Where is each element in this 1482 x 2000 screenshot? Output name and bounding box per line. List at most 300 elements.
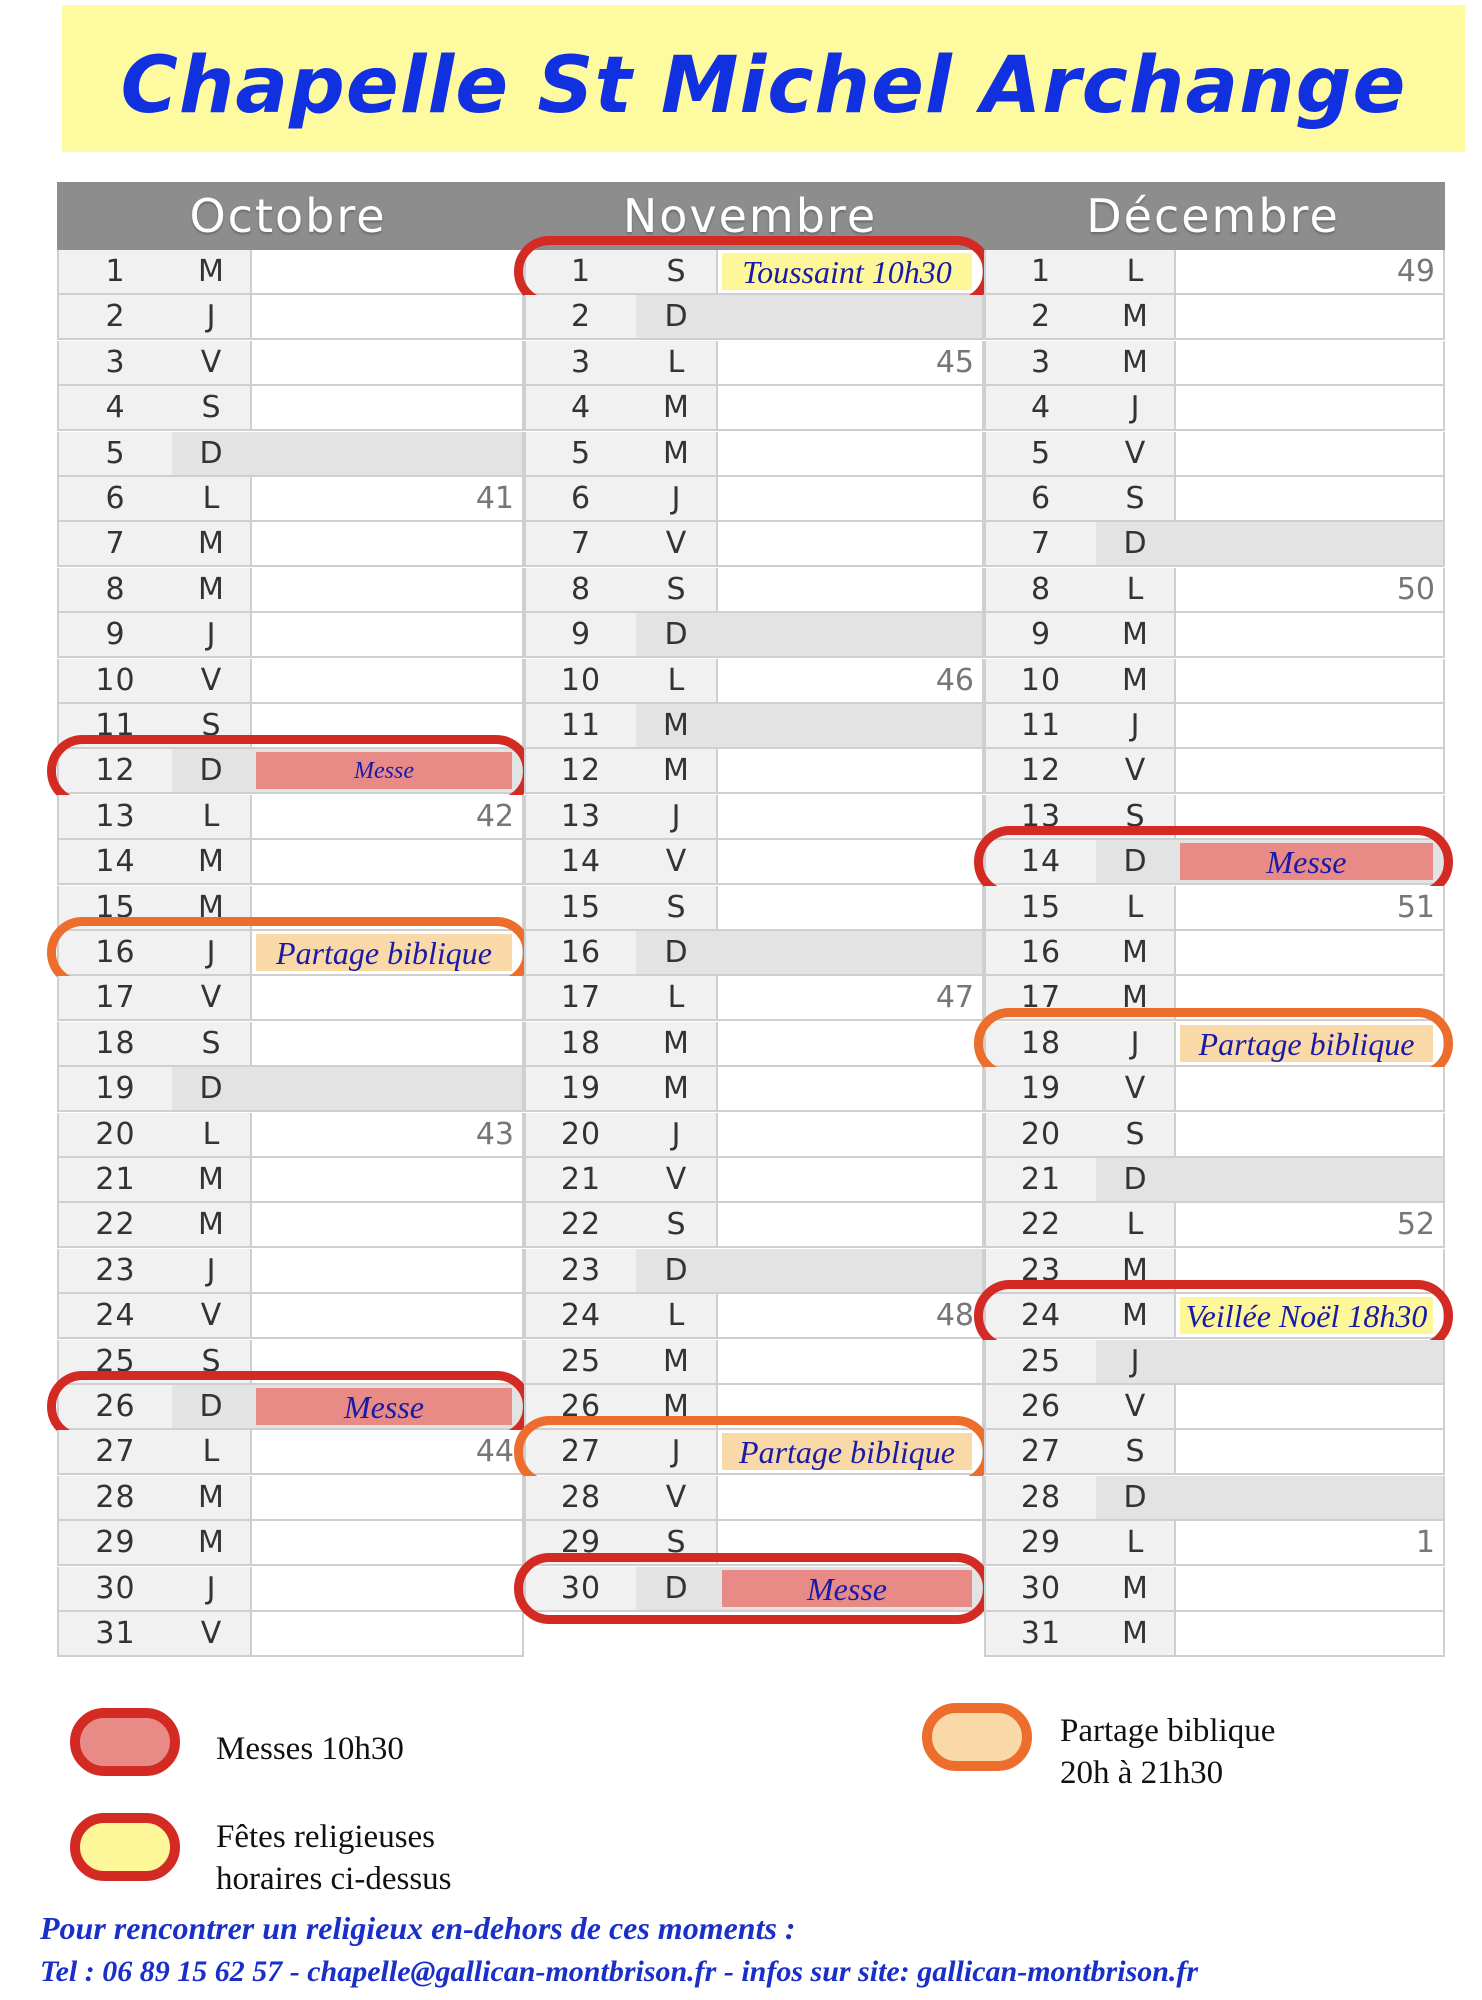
day-row: [524, 1158, 984, 1203]
day-number: 4: [526, 386, 638, 429]
day-row: [984, 1385, 1445, 1430]
day-row: [57, 522, 524, 567]
weekday-letter: M: [1096, 1567, 1176, 1610]
legend-fete-swatch: [70, 1813, 180, 1881]
day-cell: [1174, 1203, 1443, 1246]
day-row: [57, 1476, 524, 1521]
weekday-letter: L: [172, 1113, 252, 1156]
weekday-letter: M: [172, 1476, 252, 1519]
weekday-letter: L: [1096, 1203, 1176, 1246]
day-row: [57, 1249, 524, 1294]
day-row: [524, 613, 984, 658]
day-number: 20: [59, 1113, 174, 1156]
weekday-letter: J: [1096, 386, 1176, 429]
day-number: 1: [59, 250, 174, 293]
day-cell: [1174, 1340, 1443, 1383]
day-row: [984, 1612, 1445, 1657]
day-row: [524, 976, 984, 1021]
weekday-letter: S: [172, 1340, 252, 1383]
day-number: 28: [526, 1476, 638, 1519]
day-number: 30: [526, 1567, 638, 1610]
day-row: [984, 931, 1445, 976]
day-cell: [250, 1203, 522, 1246]
day-number: 14: [526, 840, 638, 883]
day-cell: [1174, 976, 1443, 1019]
weekday-letter: S: [636, 886, 718, 929]
weekday-letter: L: [172, 477, 252, 520]
day-cell: [1174, 795, 1443, 838]
weekday-letter: L: [1096, 568, 1176, 611]
weekday-letter: J: [1096, 1340, 1176, 1383]
weekday-letter: J: [1096, 704, 1176, 747]
weekday-letter: M: [172, 1203, 252, 1246]
weekday-letter: V: [636, 840, 718, 883]
weekday-letter: V: [172, 976, 252, 1019]
day-number: 9: [986, 613, 1098, 656]
weekday-letter: L: [636, 1294, 718, 1337]
weekday-letter: M: [636, 386, 718, 429]
day-cell: [716, 522, 982, 565]
day-cell: [716, 704, 982, 747]
day-row: [57, 1567, 524, 1612]
event-messe: Messe: [722, 1570, 972, 1607]
day-cell: [716, 1203, 982, 1246]
weekday-letter: V: [172, 659, 252, 702]
day-number: 6: [526, 477, 638, 520]
day-row: [984, 295, 1445, 340]
day-number: 25: [59, 1340, 174, 1383]
day-cell: [250, 1022, 522, 1065]
day-row: [524, 1567, 984, 1612]
weekday-letter: M: [1096, 976, 1176, 1019]
day-number: 1: [986, 250, 1098, 293]
day-row: [57, 1294, 524, 1339]
weekday-letter: D: [1096, 1158, 1176, 1201]
day-number: 11: [986, 704, 1098, 747]
day-row: [57, 659, 524, 704]
day-number: 22: [59, 1203, 174, 1246]
weekday-letter: L: [636, 659, 718, 702]
weekday-letter: J: [172, 613, 252, 656]
weekday-letter: V: [172, 1294, 252, 1337]
day-number: 26: [986, 1385, 1098, 1428]
week-number: 51: [1396, 889, 1435, 925]
day-number: 10: [526, 659, 638, 702]
day-number: 9: [59, 613, 174, 656]
day-row: [524, 568, 984, 613]
day-cell: [250, 659, 522, 702]
weekday-letter: S: [1096, 1430, 1176, 1473]
day-cell: [716, 1567, 982, 1610]
day-row: [984, 1158, 1445, 1203]
day-cell: [1174, 931, 1443, 974]
day-row: [57, 432, 524, 477]
day-cell: [716, 1022, 982, 1065]
day-number: 28: [59, 1476, 174, 1519]
weekday-letter: D: [636, 295, 718, 338]
day-number: 29: [526, 1521, 638, 1564]
legend-partage-label-2: 20h à 21h30: [1060, 1755, 1224, 1791]
day-row: [984, 1113, 1445, 1158]
day-number: 3: [526, 341, 638, 384]
day-cell: [250, 976, 522, 1019]
day-row: [57, 886, 524, 931]
day-number: 10: [986, 659, 1098, 702]
weekday-letter: S: [636, 1521, 718, 1564]
weekday-letter: V: [1096, 1385, 1176, 1428]
day-cell: [716, 432, 982, 475]
day-number: 9: [526, 613, 638, 656]
day-cell: [250, 1294, 522, 1337]
day-row: [57, 613, 524, 658]
day-number: 16: [526, 931, 638, 974]
day-row: [57, 1521, 524, 1566]
day-row: [57, 341, 524, 386]
day-cell: [716, 250, 982, 293]
day-cell: [716, 1294, 982, 1337]
weekday-letter: M: [636, 1385, 718, 1428]
day-row: [524, 1067, 984, 1112]
week-number: 47: [935, 980, 974, 1016]
day-row: [984, 1067, 1445, 1112]
day-cell: [250, 522, 522, 565]
day-number: 30: [986, 1567, 1098, 1610]
weekday-letter: D: [636, 1567, 718, 1610]
day-number: 21: [986, 1158, 1098, 1201]
weekday-letter: J: [172, 1567, 252, 1610]
day-cell: [250, 1567, 522, 1610]
day-number: 7: [526, 522, 638, 565]
day-cell: [1174, 522, 1443, 565]
day-row: [984, 250, 1445, 295]
day-row: [57, 295, 524, 340]
day-row: [984, 1340, 1445, 1385]
day-cell: [250, 795, 522, 838]
day-row: [57, 1203, 524, 1248]
day-row: [57, 250, 524, 295]
event-partage: Partage biblique: [1180, 1025, 1433, 1062]
weekday-letter: D: [1096, 840, 1176, 883]
event-fete: Toussaint 10h30: [722, 253, 972, 290]
day-number: 13: [526, 795, 638, 838]
day-number: 16: [986, 931, 1098, 974]
day-row: [984, 704, 1445, 749]
day-row: [984, 613, 1445, 658]
weekday-letter: M: [1096, 613, 1176, 656]
legend-partage-swatch: [922, 1703, 1032, 1771]
day-number: 22: [986, 1203, 1098, 1246]
day-cell: [250, 1476, 522, 1519]
day-row: [524, 477, 984, 522]
day-row: [524, 1249, 984, 1294]
week-number: 50: [1396, 571, 1435, 607]
day-number: 23: [986, 1249, 1098, 1292]
page-title: Chapelle St Michel Archange: [120, 41, 1407, 131]
day-number: 19: [59, 1067, 174, 1110]
day-row: [984, 386, 1445, 431]
weekday-letter: M: [172, 522, 252, 565]
weekday-letter: V: [172, 341, 252, 384]
day-cell: [250, 1521, 522, 1564]
event-partage: Partage biblique: [722, 1433, 972, 1470]
day-cell: [1174, 1521, 1443, 1564]
day-cell: [1174, 568, 1443, 611]
day-cell: [250, 613, 522, 656]
day-number: 14: [59, 840, 174, 883]
day-number: 11: [59, 704, 174, 747]
day-row: [984, 976, 1445, 1021]
day-number: 15: [986, 886, 1098, 929]
day-number: 4: [59, 386, 174, 429]
day-cell: [1174, 1476, 1443, 1519]
day-cell: [250, 1067, 522, 1110]
day-row: [57, 1340, 524, 1385]
day-number: 17: [986, 976, 1098, 1019]
day-number: 23: [59, 1249, 174, 1292]
weekday-letter: J: [636, 1430, 718, 1473]
weekday-letter: M: [172, 1158, 252, 1201]
day-cell: [1174, 749, 1443, 792]
weekday-letter: S: [636, 568, 718, 611]
day-number: 22: [526, 1203, 638, 1246]
weekday-letter: V: [1096, 432, 1176, 475]
day-cell: [250, 250, 522, 293]
day-number: 4: [986, 386, 1098, 429]
weekday-letter: M: [636, 432, 718, 475]
day-number: 6: [986, 477, 1098, 520]
weekday-letter: V: [172, 1612, 252, 1655]
weekday-letter: L: [1096, 250, 1176, 293]
weekday-letter: L: [172, 795, 252, 838]
week-number: 41: [475, 481, 514, 516]
day-cell: [716, 613, 982, 656]
day-row: [57, 1022, 524, 1067]
day-cell: [250, 1385, 522, 1428]
day-number: 12: [59, 749, 174, 792]
day-row: [524, 1385, 984, 1430]
day-cell: [716, 886, 982, 929]
day-cell: [250, 1430, 522, 1473]
day-number: 21: [59, 1158, 174, 1201]
weekday-letter: L: [1096, 1521, 1176, 1564]
day-number: 31: [59, 1612, 174, 1655]
weekday-letter: J: [172, 931, 252, 974]
day-row: [524, 341, 984, 386]
weekday-letter: S: [172, 386, 252, 429]
weekday-letter: D: [636, 1249, 718, 1292]
day-number: 19: [526, 1067, 638, 1110]
weekday-letter: L: [636, 341, 718, 384]
title-banner: [62, 5, 1465, 152]
day-cell: [716, 1476, 982, 1519]
day-row: [524, 432, 984, 477]
day-cell: [716, 976, 982, 1019]
day-cell: [250, 704, 522, 747]
day-row: [524, 749, 984, 794]
day-cell: [1174, 477, 1443, 520]
legend-messe-swatch: [70, 1708, 180, 1776]
day-row: [524, 1521, 984, 1566]
week-number: 48: [935, 1298, 974, 1334]
weekday-letter: M: [1096, 341, 1176, 384]
weekday-letter: M: [172, 840, 252, 883]
weekday-letter: S: [636, 250, 718, 293]
day-row: [57, 976, 524, 1021]
day-cell: [250, 432, 522, 475]
day-number: 7: [59, 522, 174, 565]
weekday-letter: L: [1096, 886, 1176, 929]
day-cell: [250, 886, 522, 929]
weekday-letter: S: [636, 1203, 718, 1246]
day-cell: [1174, 704, 1443, 747]
day-number: 12: [526, 749, 638, 792]
weekday-letter: D: [172, 432, 252, 475]
day-row: [57, 795, 524, 840]
day-number: 8: [526, 568, 638, 611]
day-number: 20: [526, 1113, 638, 1156]
day-number: 18: [59, 1022, 174, 1065]
day-row: [524, 795, 984, 840]
day-cell: [1174, 1067, 1443, 1110]
day-row: [57, 704, 524, 749]
weekday-letter: D: [636, 613, 718, 656]
weekday-letter: M: [1096, 1612, 1176, 1655]
week-number: 44: [475, 1434, 514, 1470]
day-row: [984, 840, 1445, 885]
weekday-letter: L: [172, 1430, 252, 1473]
day-cell: [716, 1067, 982, 1110]
day-number: 18: [986, 1022, 1098, 1065]
day-cell: [716, 1249, 982, 1292]
day-row: [524, 1113, 984, 1158]
weekday-letter: S: [1096, 795, 1176, 838]
day-number: 13: [986, 795, 1098, 838]
day-number: 5: [59, 432, 174, 475]
day-cell: [716, 1385, 982, 1428]
day-row: [524, 386, 984, 431]
day-row: [984, 477, 1445, 522]
day-number: 18: [526, 1022, 638, 1065]
day-row: [57, 1385, 524, 1430]
day-number: 27: [59, 1430, 174, 1473]
day-cell: [716, 1521, 982, 1564]
day-cell: [250, 1340, 522, 1383]
day-row: [57, 840, 524, 885]
day-number: 23: [526, 1249, 638, 1292]
day-number: 2: [526, 295, 638, 338]
day-number: 2: [986, 295, 1098, 338]
day-number: 10: [59, 659, 174, 702]
day-row: [57, 568, 524, 613]
weekday-letter: M: [1096, 1294, 1176, 1337]
weekday-letter: S: [172, 704, 252, 747]
day-cell: [716, 568, 982, 611]
weekday-letter: L: [636, 976, 718, 1019]
day-cell: [716, 749, 982, 792]
day-row: [524, 295, 984, 340]
day-cell: [250, 295, 522, 338]
day-number: 17: [59, 976, 174, 1019]
day-row: [524, 1203, 984, 1248]
day-number: 30: [59, 1567, 174, 1610]
weekday-letter: J: [636, 477, 718, 520]
day-number: 29: [986, 1521, 1098, 1564]
day-row: [524, 1340, 984, 1385]
day-cell: [1174, 432, 1443, 475]
day-number: 3: [986, 341, 1098, 384]
day-cell: [1174, 386, 1443, 429]
day-cell: [1174, 1430, 1443, 1473]
day-cell: [716, 795, 982, 838]
month-title-november: Novembre: [622, 189, 878, 243]
weekday-letter: D: [172, 1385, 252, 1428]
day-number: 15: [59, 886, 174, 929]
day-row: [524, 886, 984, 931]
day-row: [984, 1521, 1445, 1566]
day-number: 15: [526, 886, 638, 929]
day-cell: [1174, 1113, 1443, 1156]
day-cell: [716, 386, 982, 429]
day-number: 17: [526, 976, 638, 1019]
day-number: 21: [526, 1158, 638, 1201]
day-number: 1: [526, 250, 638, 293]
weekday-letter: M: [1096, 659, 1176, 702]
day-number: 25: [986, 1340, 1098, 1383]
day-row: [524, 704, 984, 749]
weekday-letter: D: [172, 749, 252, 792]
day-number: 2: [59, 295, 174, 338]
day-row: [984, 886, 1445, 931]
weekday-letter: S: [1096, 1113, 1176, 1156]
weekday-letter: V: [636, 1476, 718, 1519]
weekday-letter: M: [172, 568, 252, 611]
day-number: 31: [986, 1612, 1098, 1655]
day-row: [984, 1294, 1445, 1339]
day-number: 6: [59, 477, 174, 520]
day-row: [524, 840, 984, 885]
day-cell: [1174, 1567, 1443, 1610]
month-title-december: Décembre: [1086, 189, 1340, 243]
weekday-letter: M: [636, 704, 718, 747]
day-row: [57, 1158, 524, 1203]
day-cell: [1174, 250, 1443, 293]
day-cell: [250, 568, 522, 611]
week-number: 49: [1396, 254, 1435, 289]
day-row: [524, 1022, 984, 1067]
weekday-letter: M: [1096, 931, 1176, 974]
day-row: [984, 749, 1445, 794]
weekday-letter: V: [1096, 1067, 1176, 1110]
weekday-letter: J: [1096, 1022, 1176, 1065]
day-row: [984, 432, 1445, 477]
day-row: [57, 1612, 524, 1657]
day-row: [57, 386, 524, 431]
weekday-letter: M: [1096, 1249, 1176, 1292]
day-row: [524, 659, 984, 704]
day-cell: [250, 341, 522, 384]
day-cell: [1174, 659, 1443, 702]
weekday-letter: M: [172, 886, 252, 929]
weekday-letter: D: [1096, 1476, 1176, 1519]
day-number: 13: [59, 795, 174, 838]
day-cell: [1174, 613, 1443, 656]
day-cell: [250, 1249, 522, 1292]
day-number: 27: [526, 1430, 638, 1473]
weekday-letter: J: [172, 295, 252, 338]
day-number: 16: [59, 931, 174, 974]
day-row: [984, 1476, 1445, 1521]
day-cell: [716, 341, 982, 384]
